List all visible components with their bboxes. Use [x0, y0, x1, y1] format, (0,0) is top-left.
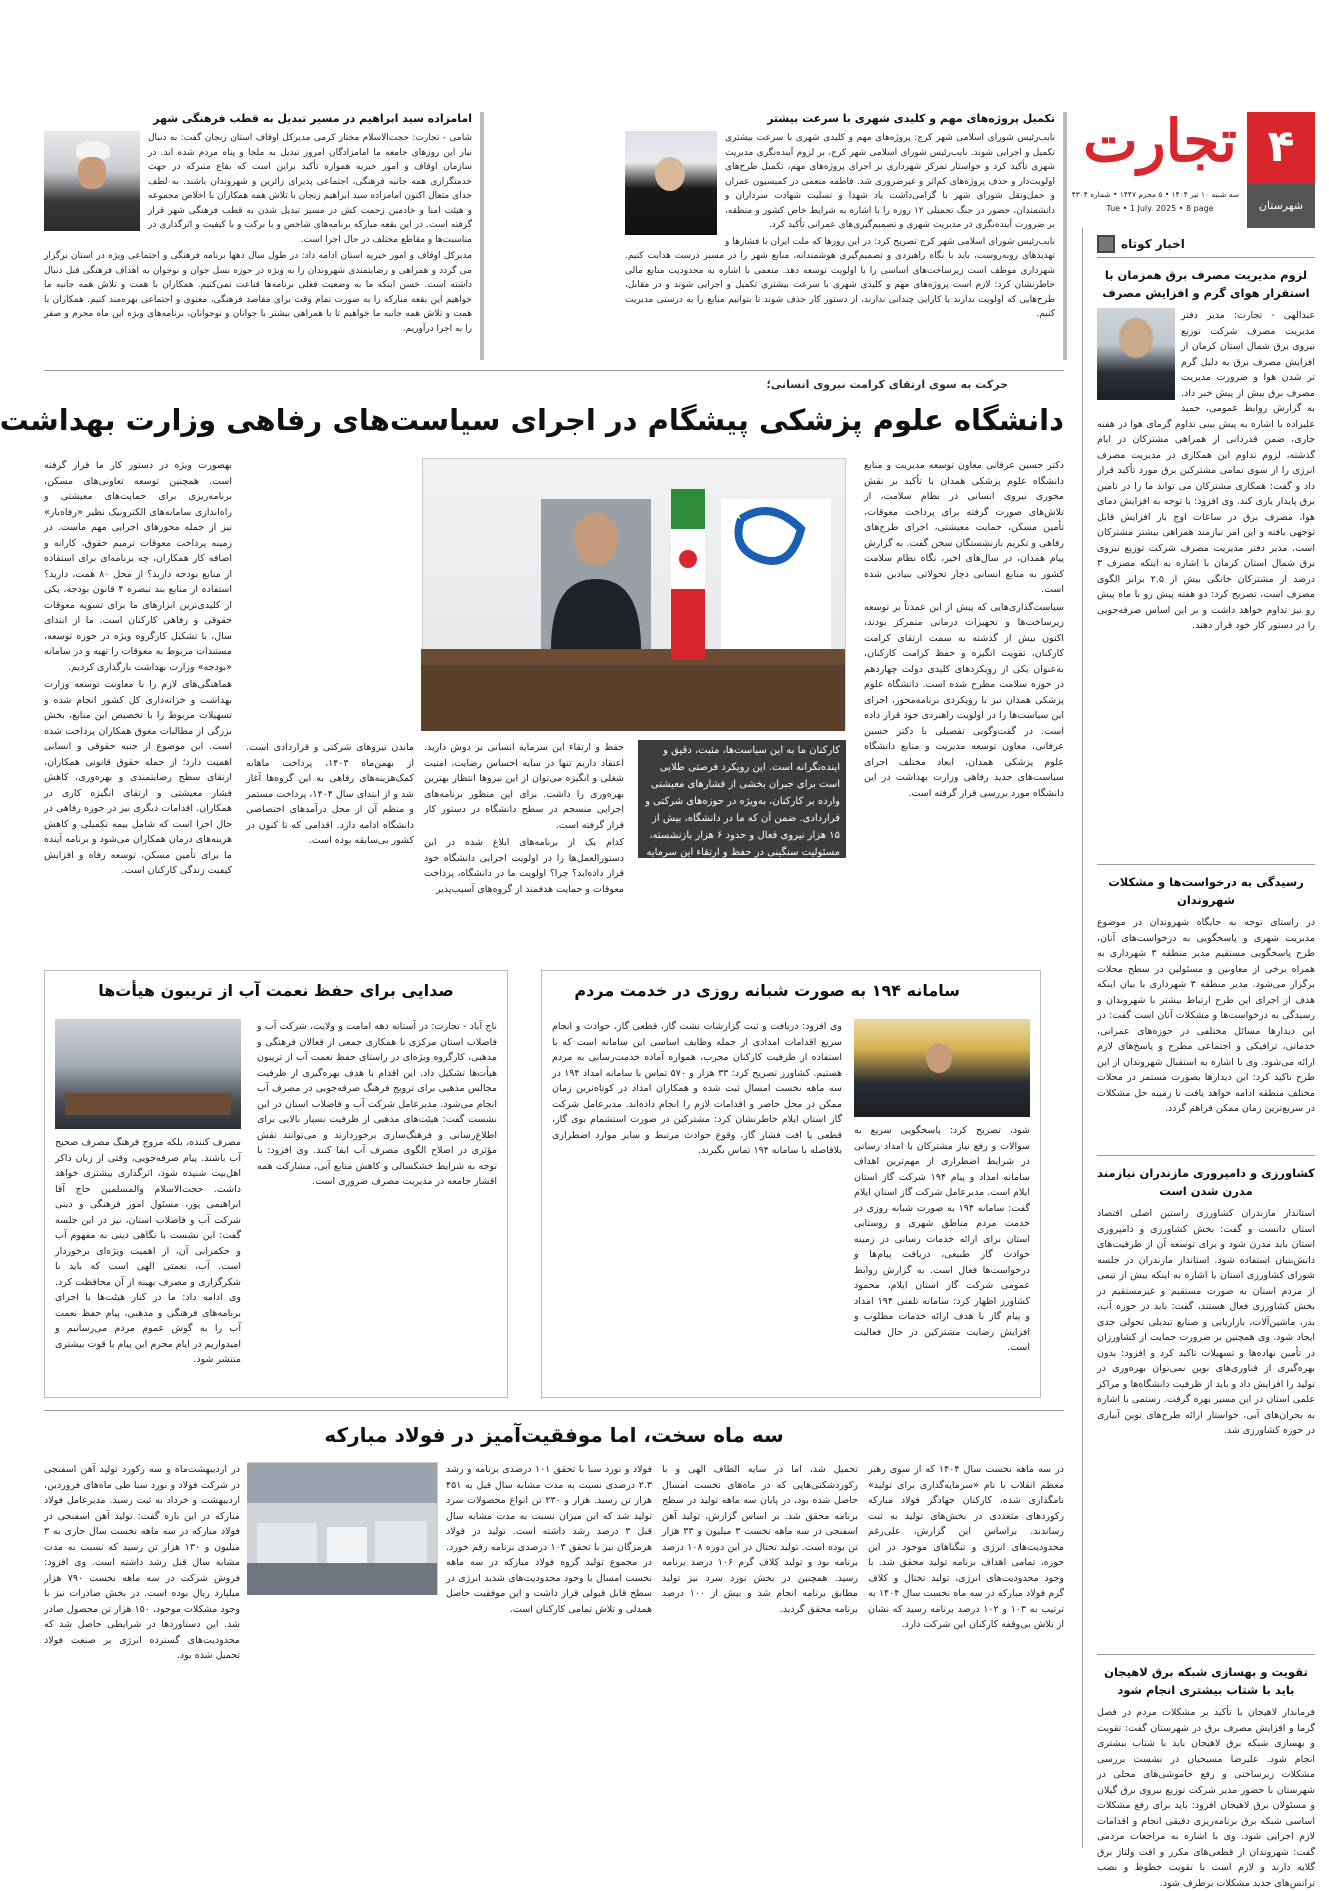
bottom-col-2: [662, 1462, 858, 1844]
section-label: شهرستان: [1258, 199, 1304, 212]
short-news-photo: [1097, 308, 1175, 400]
lead-col-mid: [424, 740, 624, 940]
short-news-column: [1097, 230, 1315, 1889]
short-news-box-icon: [1097, 235, 1115, 253]
paragraph: در سه ماهه نخست سال ۱۴۰۴ که از سوی رهبر معظم انقلاب با نام «سرمایه‌گذاری برای تولید» نامگذاری شده، کارکنان جهادگر فولاد مبارکه رکوردهای متعددی در بخش‌های تولید به ثبت رساندند. براساس این گزارش، علی‌رغم محدودیت‌های انرژی و تنگناهای موجود در این حوزه، تمامی اهداف برنامه تولید محقق شد. با وجود محدودیت‌های انرژی، تولید تختال و کلاف گرم فولاد مبارکه در سه ماه نخست سال ۱۴۰۴ به ترتیب به ۱۰۳ و ۱۰۲ درصد برنامه رسید که نشان از تلاش بی‌وقفه کارکنان این شرکت دارد.: [868, 1464, 1064, 1630]
date-line-en: Tue • 1 July. 2025 • 8 page: [1106, 204, 1214, 213]
divider: [44, 1410, 1064, 1411]
top-left-item: [44, 112, 484, 360]
lead-article: [0, 378, 1064, 943]
short-news-item-3: [1097, 1164, 1315, 1646]
lead-col-left: [44, 458, 232, 940]
person-face: [926, 1043, 952, 1073]
paragraph: ناج آباد - تجارت: در آستانه دهه امامت و ولایت، شرکت آب و فاضلاب استان مرکزی با همکاری جمعی از فعالان فرهنگی و مذهبی، کارگروه ویژه‌ای در راستای حفظ نعمت آب از تریبون هیأت‌ها تشکیل داد. این اقدام با هدف بهره‌گیری از ظرفیت مجالس مذهبی برای ترویج فرهنگ صرفه‌جویی در مصرف آب انجام می‌شود. مدیرعامل شرکت آب و فاضلاب استان در این نشست گفت: هیئت‌های مذهبی از ظرفیت بسیار بالایی برای اطلاع‌رسانی و فرهنگ‌سازی برخوردارند و می‌توانند نقش مؤثری در اصلاح الگوی مصرف آب ایفا کنند. وی افزود: با توجه به شرایط خشکسالی و کاهش منابع آبی، مشارکت همه اقشار جامعه در مدیریت مصرف ضروری است.: [257, 1021, 497, 1187]
paragraph: هماهنگی‌های لازم را با معاونت توسعه وزارت بهداشت و خزانه‌داری کل کشور انجام شده و تسهیلات مربوط را با تخصیص این منابع، بخش بزرگی از مطالبات معوق همکاران پرداخت شده است. این موضوع از جنبه حقوقی و انسانی اهمیت دارد؛ از جمله حقوق قانونی همکاران، ارتقای سطح رضایتمندی و بهره‌وری، کاهش فشار معیشتی و ارتقای انگیزه کاری در همکاران. اقدامات دیگری نیز در حوزه رفاهی در حال اجرا است که شامل بیمه تکمیلی و کاهش هزینه‌های درمان همکاران می‌شود و برنامه آینده ما برای تأمین مسکن، توسعه رفاه و افزایش کیفیت زندگی کارکنان است.: [44, 679, 232, 876]
top-right-item: [625, 112, 1067, 360]
page-number-box: [1247, 112, 1315, 184]
short-news-header: [1097, 230, 1315, 258]
paragraph: حفظ و ارتقاء این سرمایه انسانی بر دوش دارید. اعتقاد داریم تنها در سایه احساس رضایت، امنیت شغلی و انگیزه می‌توان از این نیروها انتظار بهترین بهره‌وری را داشت. برای این منظور برنامه‌های اجرایی منسجم در سطح دانشگاه در دستور کار قرار گرفته است.: [424, 742, 624, 831]
short-news-item-title: لزوم مدیریت مصرف برق همزمان با استقرار هوای گرم و افزایش مصرف: [1102, 268, 1310, 300]
mid-right-col-left: [552, 1019, 842, 1389]
short-news-item-text: فرماندار لاهیجان با تأکید بر مشکلات مردم در فصل گرما و افزایش مصرف برق در شهرستان گفت: تقویت و بهسازی شبکه برق لاهیجان باید با شتاب بیشتری انجام شود. علیرضا مسیحیان در نشست بررسی مشکلات زیرساختی و رفع خاموشی‌های محلی در شهرستان با حضور مدیر شرکت توزیع نیروی برق گیلان و مسئولان برق لاهیجان افزود: باید برای رفع مشکلات اساسی شبکه برق برنامه‌ریزی دقیقی انجام و اقدامات لازم اجرایی شود. وی با اشاره به مراجعات مردمی گفت: شهروندان از قطعی‌های مکرر و افت ولتاژ برق گلایه دارند و لازم است با تقویت خطوط و نصب ترانس‌های جدید مشکلات برطرف شود.: [1097, 1707, 1315, 1889]
mid-left-col-right: [257, 1019, 497, 1389]
column-divider: [1082, 228, 1083, 1848]
paragraph: سیاست‌گذاری‌هایی که پیش از این عمدتاً بر توسعه زیرساخت‌ها و تجهیزات درمانی متمرکز بودند، اکنون بیش از گذشته به سمت ارتقای کرامت کارکنان، تقویت انگیزه و حفظ کرامت کارکنان، به‌عنوان یکی از رویکردهای کلیدی دولت چهاردهم در حوزه سلامت مطرح شده است. دانشگاه علوم پزشکی همدان نیز با رویکردی برنامه‌محور، اجرای این سیاست‌ها را در اولویت راهبردی خود قرار داده است. در گفت‌وگویی تفصیلی با دکتر حسین عرفانی، معاون توسعه مدیریت و منابع دانشگاه علوم پزشکی همدان، ابعاد مختلف اجرای سیاست‌های جدید رفاهی وزارت بهداشت در این دانشگاه مورد بررسی قرار گرفته است.: [864, 601, 1064, 799]
person-face: [78, 157, 106, 189]
bottom-col-1: [868, 1462, 1064, 1844]
paragraph: ماندن نیروهای شرکتی و قراردادی است. از بهمن‌ماه ۱۴۰۳، پرداخت ماهانه کمک‌هزینه‌های رفاهی به این گروه‌ها آغاز شد و از ابتدای سال ۱۴۰۴، پرداخت مستمر و منظم آن از محل درآمدهای اختصاصی دانشگاه ادامه دارد. اقدامی که تا کنون در کشور بی‌سابقه بوده است.: [246, 742, 414, 846]
paragraph: بهصورت ویژه در دستور کار ما قرار گرفته است. همچنین توسعه تعاونی‌های مسکن، برنامه‌ریزی برای حمایت‌های معیشتی و راه‌اندازی سامانه‌های الکترونیک نظیر «رفاه‌یار» نیز از جمله محورهای اجرایی مهم ماست. در زمینه پرداخت معوقات ترمیم حقوق، کارانه و اضافه کار همکاران، چه برنامه‌ای برای استفاده از منابع بودجه دارید؟ از محل ۸۰ همت، دارید؟ استفاده از منابع بند تبصره ۴ قانون بودجه، یکی از کلیدی‌ترین ابزارهای ما برای تسویه معوقات حقوقی و رفاهی کارکنان است. ما از ابتدای سال، با تشکیل کارگروه ویژه در حوزه توسعه، مستندات مربوط به معوقات را تهیه و در سامانه «بودجه» وزارت بهداشت بارگذاری کردیم.: [44, 460, 232, 673]
table-shape: [65, 1093, 231, 1115]
lead-col-left-top: [246, 740, 414, 940]
top-left-item-title: امامزاده سید ابراهیم در مسیر تبدیل به قطب فرهنگی شهر: [153, 112, 472, 125]
mid-right-photo: [854, 1019, 1030, 1117]
flag-red: [671, 589, 705, 659]
paragraph: فولاد و نورد سبا با تحقق ۱۰۱ درصدی برنامه و رشد ۲.۳ درصدی نسبت به مدت مشابه سال قبل به ۴۵۱ هزار تن رسید. هزار و ۲۳۰ تن انواع محصولات سرد تولید شد که این میزان نسبت به مدت مشابه سال قبل ۳ درصد رشد داشته است. تولید در فولاد هرمزگان نیز با تحقق ۱۰۳ درصدی برنامه رقم خورد. در مجموع تولید گروه فولاد مبارکه در سه ماهه نخست امسال با وجود محدودیت‌های شدید انرژی در سطح قابل قبولی قرار داشت و این موفقیت حاصل همدلی و تلاش تمامی کارکنان است.: [446, 1464, 652, 1615]
lead-photo-scene: [421, 459, 845, 731]
mid-right-title: سامانه ۱۹۴ به صورت شبانه روزی در خدمت مردم: [574, 981, 960, 1000]
short-news-item-title: کشاورزی و دامپروری مازندران نیازمند مدرن شدن است: [1097, 1166, 1315, 1198]
short-news-item-text: عبدالهی - تجارت: مدیر دفتر مدیریت مصرف شرکت توزیع نیروی برق شمال استان کرمان از افزایش مصرف برق به دلیل گرم تر شدن هوا و ضرورت مدیریت مصرف برق بیش از پیش خبر داد. به گزارش روابط عمومی، حمید علیزاده با اشاره به پیش بینی تداوم گرمای هوا در هفته جاری، ضمن قدردانی از همراهی مشترکان در ایام گذشته، لزوم تداوم این همکاری در مدیریت مصرف انرژی را از سوی تمامی مشترکین برق مورد تأکید قرار داد و گفت: همکاری مشترکان می تواند ما را در تامین برق پایدار یاری کند. وی افزود: با توجه به افزایش دمای هوا، مصرف برق در ساعات اوج بار افزایش قابل توجهی یافته و این امر نیازمند همراهی بیشتر مشترکان است. مدیر دفتر مدیریت مصرف شرکت توزیع نیروی برق شمال استان کرمان با اشاره به اینکه مصرف ۳ درصد از مشترکان خانگی بیش از ۲.۵ برابر الگوی مصرف است، تصریح کرد: دو هفته پیش رو با ماه پیش رو نیز تداوم خواهد داشت و بر این اساس صرفه‌جویی را در دستور کار خود قرار دهند.: [1097, 310, 1315, 631]
divider: [1097, 1654, 1315, 1655]
short-news-item-1: [1097, 266, 1315, 856]
mid-right-article: [541, 970, 1041, 1398]
mid-left-col-left: [55, 1019, 241, 1389]
top-right-item-title: تکمیل پروژه‌های مهم و کلیدی شهری با سرعت بیشتر: [767, 112, 1055, 125]
section-label-box: [1247, 184, 1315, 228]
lead-highlight-quote: کارکنان ما به این سیاست‌ها، مثبت، دقیق و اینده‌نگرانه است. این رویکرد فرصتی طلایی است برای جبران بخشی از فشارهای معیشتی وارده بر کارکنان، به‌ویژه در حوزه‌های شرکتی و قراردادی. ضمن آن که ما در دانشگاه، بیش از ۱۵ هزار نیروی فعال و حدود ۶ هزار بازنشسته، مسئولیت سنگینی در حفظ و ارتقاء این سرمایه انسانی بر دوش داریم: [638, 740, 846, 858]
paragraph: مدیرکل اوقاف و امور خیریه استان ادامه داد: در طول سال دهها برنامه فرهنگی و اجتماعی ویژه در استان برگزار می گردد و همراهی و رضایتمندی شهروندان را به ویژه در حوزه نسل جوان و نوجوان به اهداف فرهنگی قبل دنبال داشته است. خسن اینکه ما به وضعیت فعلی برنامه‌ها قناعت نمی‌کنیم. همکاران با همت و تلاش همه جانبه ما خواهیم این بقعه مبارکه را به صورت تمام وقت برای مقاصد فرهنگی، معنوی و اجتماعی بهره‌مند کنیم. همکاران با همت و تلاش همه جانبه ما خواهیم تا با همراهی بیشتر با جوانان و نوجوانان، برنامه‌های ویژه این ماه محرم و صفر را به اجرا درآوریم.: [44, 251, 472, 334]
paragraph: وی افزود: دریافت و ثبت گزارشات نشت گاز، قطعی گاز، حوادث و انجام سریع اقدامات امدادی از جمله وظایف اساسی این سامانه است که با استفاده از ظرفیت کارکنان مجرب، همواره آماده خدمت‌رسانی به مردم هستیم. کشاورز تصریح کرد: ۳۳ هزار و ۵۷۰ تماس با سامانه امداد ۱۹۴ در سه ماهه نخست امسال ثبت شده و همکاران امداد در کوتاه‌ترین زمان ممکن در محل حاضر و اقدامات لازم را انجام داده‌اند. مدیرعامل شرکت گاز استان ایلام خاطرنشان کرد: مشترکین در صورت استشمام بوی گاز، قطعی یا افت فشار گاز، وقوع حوادث مرتبط و سایر موارد اضطراری بلافاصله با سامانه ۱۹۴ تماس بگیرند.: [552, 1021, 843, 1156]
divider: [1097, 864, 1315, 865]
mid-right-col-right: [854, 1019, 1030, 1389]
paragraph: در اردیبهشت‌ماه و سه رکورد تولید آهن اسفنجی در شرکت فولاد و نورد سبا طی ماه‌های فروردین، اردیبهشت و خرداد به ثبت رسید. مدیرعامل فولاد مبارکه در این باره گفت: تولید آهن اسفنجی در فولاد مبارکه در سه ماهه نخست سال جاری به ۳ میلیون و ۱۳۰ هزار تن رسید که نسبت به مدت مشابه سال قبل رشد داشته است. وی افزود: فروش شرکت در سه ماهه نخست ۷۹۰ هزار میلیارد ریال بوده است. در بخش صادرات نیز با وجود مشکلات موجود، ۱۵۰ هزار تن محصول صادر شد. این دستاوردها در شرایطی حاصل شد که محدودیت‌های گسترده انرژی بر صنعت فولاد تحمیل شده بود.: [44, 1464, 241, 1661]
paragraph: کدام یک از برنامه‌های ابلاغ شده در این دستورالعمل‌ها را در اولویت اجرایی دانشگاه خود قرار داده‌اید؟ چرا؟ اولویت ما در دانشگاه، پرداخت معوقات و حمایت هدفمند از گروه‌های آسیب‌پذیر: [424, 837, 624, 895]
mid-left-title: صدایی برای حفظ نعمت آب از تریبون هیأت‌ها: [98, 981, 454, 1000]
logo: [1081, 106, 1239, 176]
paragraph: دکتر حسین عرفانی معاون توسعه مدیریت و منابع دانشگاه علوم پزشکی همدان با تأکید بر نقش محوری نیروی انسانی در نظام سلامت، از تلاش‌های صورت گرفته برای پرداخت معوقات، تأمین مسکن، حمایت معیشتی، اجرای طرح‌های رفاهی و تکریم بازنشستگان سخن گفت. به گزارش پیام همدان، در سال‌های اخیر، نگاه نظام سلامت کشور به منابع انسانی دچار تحولاتی بنیادین شده است.: [864, 460, 1064, 595]
short-news-title: اخبار کوتاه: [1121, 236, 1185, 251]
logo-text: تجارت: [1083, 107, 1237, 175]
short-news-item-text: در راستای توجه به جایگاه شهروندان در موضوع مدیریت شهری و پاسخگویی به درخواست‌های آنان، طرح پاسخگویی مستقیم مدیر منطقه ۳ شهرداری به همراه برخی از معاونین و مسئولین در سطح محلات برگزار می‌شود. مدیر منطقه ۳ شهرداری با بیان اینکه هدف از اجرای این طرح ارتباط بیشتر با شهروندان و رسیدگی به درخواست‌ها و مشکلات آنان است گفت: در این دیدارها مسائل مختلفی در حوزه‌های عمرانی، خدماتی، ترافیکی و اجتماعی مطرح و پاسخ‌های لازم ارائه می‌شود. وی با اشاره به استقبال شهروندان از این طرح تاکید کرد: این دیدارها بصورت مستمر در محلات مختلف منطقه ادامه خواهد یافت تا زمینه حل مشکلات در سریع‌ترین زمان ممکن فراهم گردد.: [1097, 917, 1315, 1114]
lead-headline: دانشگاه علوم پزشکی پیشگام در اجرای سیاست‌های رفاهی وزارت بهداشت: [0, 403, 1064, 437]
paragraph: شود، تصریح کرد: پاسخگویی سریع به سوالات و رفع نیاز مشترکان با امداد رسانی در شرایط اضطراری از مهم‌ترین اهداف سامانه امداد و پیام ۱۹۴ شرکت گاز استان ایلام است. مدیرعامل شرکت گاز استان ایلام گفت: سامانه ۱۹۴ به صورت شبانه روزی در خدمت مردم مناطق شهری و روستایی استان برای ارائه خدمات رسانی در زمینه حوادث گاز طبیعی، دریافت پیام‌ها و درخواست‌ها فعال است. به گزارش روابط عمومی شرکت گاز استان ایلام، محمود کشاورز اظهار کرد: سامانه تلفنی ۱۹۴ امداد و پیام گاز با هدف ارائه خدمات مطلوب و افزایش رضایت مشترکین در حال فعالیت است.: [854, 1125, 1030, 1353]
bottom-photo: [248, 1462, 438, 1594]
bottom-col-4: [44, 1462, 240, 1844]
paragraph: نایب‌رئیس شورای اسلامی شهر کرج تصریح کرد: در این روزها که ملت ایران با فشارها و تهدیدهای روبه‌روست، باید با نگاه راهبردی و تصمیم‌گیری هوشمندانه، منابع شهر را در مسیر درست هدایت کنیم. شهرداری موظف است زیرساخت‌های اساسی را با اولویت توسعه دهد. منعمی با اشاره به محدودیت منابع مالی خاطرنشان کرد: لازم است پروژه‌های مهم و کلیدی شهری با سرعت بیشتری تکمیل و اجرایی شوند و در مقابل، طرح‌هایی که اولویت ندارند یا کارایی چندانی ندارند، از دستور کار حذف شوند تا بتوانیم منابع را به درستی مدیریت کنیم.: [625, 236, 1055, 319]
top-left-photo: [44, 131, 140, 231]
short-news-item-title: تقویت و بهسازی شبکه برق لاهیجان باید با شتاب بیشتری انجام شود: [1104, 1665, 1308, 1697]
divider: [44, 370, 1064, 371]
lead-kicker: حرکت به سوی ارتقای کرامت نیروی انسانی؛: [766, 378, 1008, 391]
bottom-article: [44, 1418, 1064, 1848]
short-news-item-4: [1097, 1663, 1315, 1889]
short-news-item-text: استاندار مازندران کشاورزی راستین اصلی اقتصاد استان دانست و گفت: بخش کشاورزی و دامپروری استان باید مدرن شود و برای توسعه آن از ظرفیت‌های دانش‌بنیان استفاده شود. استاندار مازندران در جلسه شورای کشاورزی استان با اشاره به اینکه بیش از نیمی از مردم استان به صورت مستقیم و غیرمستقیم در بخش کشاورزی فعال هستند، گفت: باید در حوزه آب، بذر، ماشین‌آلات، بازاریابی و صنایع تبدیلی تحولی جدی ایجاد شود. وی همچنین بر ضرورت حمایت از کشاورزان در تأمین نهاده‌ها و تسهیلات تاکید کرد و افزود: بدون بهره‌گیری از فناوری‌های نوین نمی‌توان بهره‌وری در تولید را افزایش داد و باید از ظرفیت دانشگاه‌ها و مراکز علمی استان در این مسیر بهره گرفت. رستمی با اشاره به بحران‌های آبی، خواستار ارائه طرح‌های نوین آبیاری در حوزه کشاورزی شد.: [1097, 1208, 1315, 1436]
masthead: [1071, 107, 1315, 213]
divider: [1097, 1155, 1315, 1156]
mid-left-article: [44, 970, 508, 1398]
short-news-item-2: [1097, 873, 1315, 1147]
page-number: ۴: [1267, 121, 1295, 172]
person-head: [1119, 318, 1153, 358]
person-face: [655, 157, 685, 191]
top-right-photo: [625, 131, 717, 235]
bottom-col-3: [248, 1462, 652, 1844]
factory-scene: [247, 1463, 437, 1595]
lead-col-right: [864, 458, 1064, 940]
paragraph: مصرف کننده، بلکه مروج فرهنگ مصرف صحیح آب باشند. پیام صرفه‌جویی، وقتی از زبان ذاکر اهل‌بیت شنیده شود، اثرگذاری بیشتری خواهد داشت. حجت‌الاسلام والمسلمین حاج آقا ابراهیمی پور، مسئول امور فرهنگی و دینی شرکت آب و فاضلاب استان، نیز در این جلسه گفت: این نشست با نگاهی دینی به مفهوم آب و حکمرانی آن، از اهمیت ویژه‌ای برخوردار است. آب، نعمتی الهی است که باید با شکرگزاری و مصرف بهینه از آن محافظت کرد. وی ادامه داد: ما در کنار هیئت‌ها با اجرای برنامه‌های فرهنگی و مذهبی، پیام حفظ نعمت آب را به گوش عموم مردم می‌رسانیم و امیدواریم در ایام محرم این پیام با قوت بیشتری منتشر شود.: [54, 1137, 241, 1365]
mid-left-photo: [55, 1019, 241, 1129]
bottom-title: سه ماه سخت، اما موفقیت‌آمیز در فولاد مبارکه: [324, 1423, 784, 1447]
paragraph: شامی - تجارت: حجت‌الاسلام مختار کرمی مدیرکل اوقاف استان زنجان گفت: به دنبال نیاز این روزهای جامعه ما امامزادگان امروز تبدیل به ملجا و پناه مردم شده اند. در سازمان اوقاف و امور خیریه همواره تأکید براین است که بقاع متبرکه در جهت خدمتگزاری همه جانبه فرهنگی، اجتماعی پذیرای زائرین و شهروندان باشند. به لطف خدای متعال اکنون امامزاده سید ابراهیم زنجان با تلاش همه همکاران با اخلاص مجموعه و هیئت امنا و خادمین زحمت کش در مسیر تبدیل شدن به قطب فرهنگی شهر قرار گرفته است. در این بقعه مبارکه برنامه‌های شاخص و با برکت و با کیفیت و اثرگذاری در مناسبت‌ها و مقاطع مختلف در حال اجرا است.: [148, 133, 472, 245]
short-news-item-title: رسیدگی به درخواست‌ها و مشکلات شهروندان: [1108, 875, 1304, 907]
paragraph: تحمیل شد، اما در سایه الطاف الهی و با رکوردشکنی‌هایی که در ماه‌های نخست امسال حاصل شده بود، در پایان سه ماهه تولید در سطح برنامه محقق شد. بر اساس گزارش، تولید آهن اسفنجی در سه ماهه نخست ۳ میلیون و ۳۳ هزار تن بوده است. تولید تختال در این دوره ۱۰۸ درصد برنامه بود و تولید کلاف گرم ۱۰۶ درصد برنامه رسید. همچنین در بخش نورد سرد نیز تولید مطابق برنامه انجام شد و بیش از ۱۰۰ درصد برنامه محقق گردید.: [662, 1464, 858, 1615]
date-line: سه شنبه ۱۰ تیر ۱۴۰۴ • ۵ محرم ۱۴۴۷ • شماره ۴۳۰۴: [1071, 190, 1239, 199]
paragraph: نایب‌رئیس شورای اسلامی شهر کرج: پروژه‌های مهم و کلیدی شهری با سرعت بیشتری تکمیل و اجرایی شوند. نایب‌رئیس شورای اسلامی شهر کرج، بر لزوم آینده‌نگری مدیریت شهری تأکید کرد و خواستار تمرکز شهرداری بر اجرای پروژه‌های مهم، تکمیل طرح‌های اولویت‌دار و حذف پروژه‌های کم‌اثر و غیرضروری شد. فاطمه منعمی در کمیسیون عمران و حمل‌ونقل شورای شهر با گرامی‌داشت یاد شهدا و تسلیت شهادت سرداران و دانشمندان، حضور در جنگ تحمیلی ۱۲ روزه را با اشاره به شرایط خاص کشور و منطقه، بر ضرورت آینده‌نگری در مدیریت شهری و تصمیم‌گیری‌های عمرانی تأکید کرد.: [725, 133, 1055, 230]
lead-photo: [422, 458, 846, 730]
